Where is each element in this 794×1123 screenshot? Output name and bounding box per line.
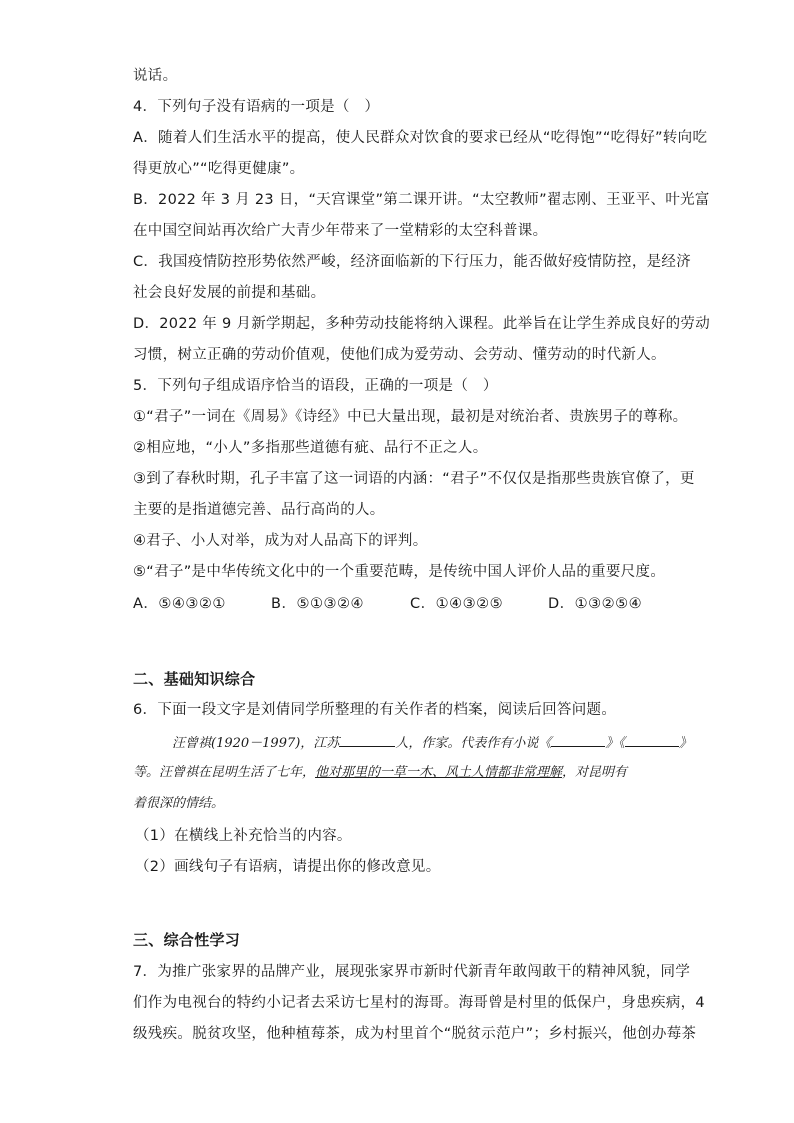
underlined-sentence: 他对那里的一草一木、风土人情都非常理解 <box>315 765 563 780</box>
sentence-1: ①“君子”一词在《周易》《诗经》中已大量出现，最初是对统治者、贵族男子的尊称。 <box>133 409 688 425</box>
option-d-line-2: 习惯，树立正确的劳动价值观，使他们成为爱劳动、会劳动、懂劳动的时代新人。 <box>133 347 666 363</box>
hw-text: 汪曾祺(1920－1997)，江苏 <box>172 736 340 751</box>
handwritten-line-1 <box>172 732 692 754</box>
question-6: 6．下面一段文字是刘倩同学所整理的有关作者的档案，阅读后回答问题。 <box>133 702 617 718</box>
hw-text: ，对昆明有 <box>562 765 628 780</box>
hw-text: 》 <box>678 736 692 751</box>
q5-option-c: C．①④③②⑤ <box>410 596 504 612</box>
section-3-heading: 三、综合性学习 <box>133 931 241 949</box>
sentence-3-line-1: ③到了春秋时期，孔子丰富了这一词语的内涵：“君子”不仅仅是指那些贵族官僚了，更 <box>133 471 695 487</box>
option-b-line-2: 在中国空间站再次给广大青少年带来了一堂精彩的太空科普课。 <box>133 223 548 239</box>
sentence-2: ②相应地，“小人”多指那些道德有疵、品行不正之人。 <box>133 440 488 456</box>
fill-blank-3 <box>625 732 679 747</box>
question-7-line-3: 级残疾。脱贫攻坚，他种植莓茶，成为村里首个“脱贫示范户”；乡村振兴，他创办莓茶 <box>133 1026 697 1042</box>
question-5: 5．下列句子组成语序恰当的语段，正确的一项是（ ） <box>133 378 498 394</box>
handwritten-line-3: 着很深的情结。 <box>133 796 225 811</box>
option-a-line-1: A．随着人们生活水平的提高，使人民群众对饮食的要求已经从“吃得饱”“吃得好”转向吃 <box>133 130 708 146</box>
question-4: 4．下列句子没有语病的一项是（ ） <box>133 99 380 115</box>
hw-text: 等。汪曾祺在昆明生活了七年， <box>133 765 316 780</box>
fill-blank-1 <box>339 732 395 747</box>
option-b-line-1: B．2022 年 3 月 23 日，“天宫课堂”第二课开讲。“太空教师”翟志刚、王亚平、叶光富 <box>133 192 710 208</box>
q5-option-b: B．⑤①③②④ <box>271 596 364 612</box>
q5-option-a: A．⑤④③②① <box>133 596 226 612</box>
hw-text: 人，作家。代表作有小说《 <box>395 736 552 751</box>
sentence-4: ④君子、小人对举，成为对人品高下的评判。 <box>133 533 428 549</box>
option-d-line-1: D．2022 年 9 月新学期起，多种劳动技能将纳入课程。此举旨在让学生养成良好的劳动 <box>133 316 711 332</box>
sub-question-1: （1）在横线上补充恰当的内容。 <box>135 828 352 844</box>
fill-blank-2 <box>551 732 605 747</box>
question-7-line-2: 们作为电视台的特约小记者去采访七星村的海哥。海哥曾是村里的低保户，身患疾病，4 <box>133 995 705 1011</box>
question-7-line-1: 7．为推广张家界的品牌产业，展现张家界市新时代新青年敢闯敢干的精神风貌，同学 <box>133 964 691 980</box>
option-c-line-2: 社会良好发展的前提和基础。 <box>133 285 326 301</box>
text-line: 说话。 <box>133 68 178 84</box>
sub-question-2: （2）画线句子有语病，请提出你的修改意见。 <box>135 859 441 875</box>
section-2-heading: 二、基础知识综合 <box>133 670 256 688</box>
handwritten-line-2 <box>133 763 627 783</box>
hw-text: 》《 <box>605 736 625 751</box>
option-a-line-2: 得更放心”“吃得更健康”。 <box>133 161 305 177</box>
sentence-5: ⑤“君子”是中华传统文化中的一个重要范畴，是传统中国人评价人品的重要尺度。 <box>133 564 666 580</box>
q5-option-d: D．①③②⑤④ <box>548 596 643 612</box>
sentence-3-line-2: 主要的是指道德完善、品行高尚的人。 <box>133 502 385 518</box>
option-c-line-1: C．我国疫情防控形势依然严峻，经济面临新的下行压力，能否做好疫情防控，是经济 <box>133 254 692 270</box>
